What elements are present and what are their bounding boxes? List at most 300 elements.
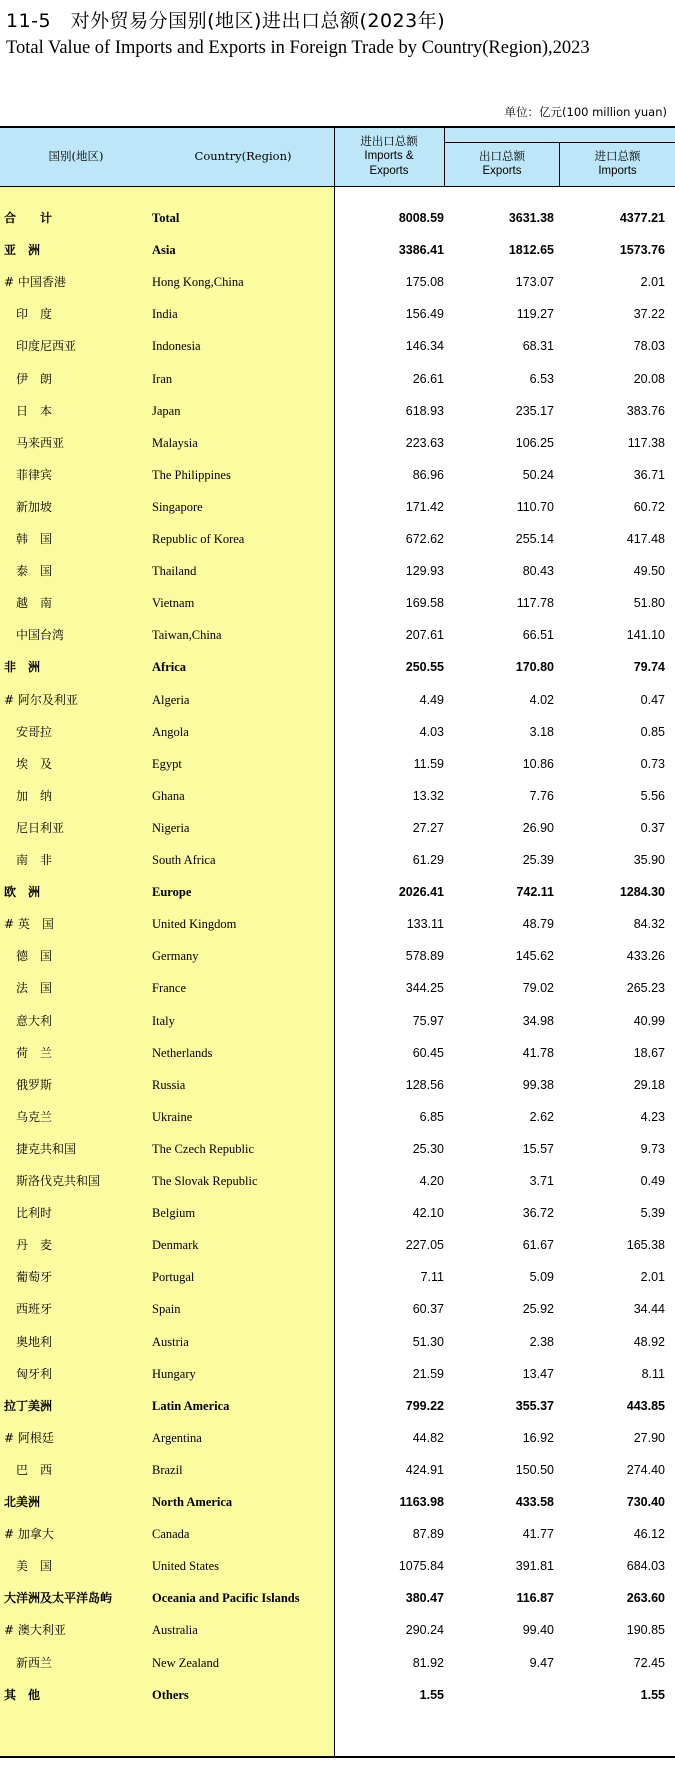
table-row	[0, 555, 675, 587]
region-name-cn: 美 国	[16, 1559, 53, 1574]
table-row	[0, 1422, 675, 1454]
imports-value: 263.60	[626, 1591, 665, 1606]
imports-value: 0.47	[640, 692, 665, 707]
total-value: 21.59	[412, 1366, 444, 1381]
table-row	[0, 972, 675, 1004]
trade-table	[0, 126, 675, 1758]
region-name-cn: 韩 国	[16, 532, 53, 546]
exports-value: 25.92	[522, 1302, 554, 1317]
total-value: 11.59	[413, 756, 444, 771]
exports-value: 41.78	[522, 1045, 554, 1060]
region-name-en: Angola	[152, 724, 189, 739]
exports-value: 3.71	[529, 1174, 554, 1188]
total-value: 290.24	[405, 1623, 444, 1638]
imports-value: 0.85	[640, 724, 665, 739]
region-name-en: Asia	[152, 243, 176, 258]
imports-value: 4377.21	[619, 211, 665, 225]
imports-value: 34.44	[633, 1302, 665, 1317]
table-row	[0, 491, 675, 523]
region-name-cn: 安哥拉	[16, 724, 53, 739]
exports-value: 255.14	[515, 532, 554, 546]
exports-value: 15.57	[522, 1141, 554, 1156]
exports-value: 1812.65	[508, 243, 554, 258]
table-row	[0, 298, 675, 330]
table-row	[0, 1614, 675, 1646]
region-name-cn: 中国台湾	[16, 628, 65, 643]
total-value: 227.05	[405, 1238, 444, 1253]
region-name-en: France	[152, 981, 187, 996]
total-value: 4.20	[419, 1174, 444, 1188]
imports-value: 60.72	[633, 499, 665, 514]
imports-value: 141.10	[626, 628, 665, 643]
region-name-en: Taiwan,China	[152, 628, 222, 643]
total-value: 4.03	[419, 724, 444, 739]
total-value: 27.27	[412, 820, 444, 835]
region-name-en: India	[152, 307, 178, 322]
total-value: 51.30	[412, 1334, 444, 1349]
total-value: 133.11	[406, 917, 444, 932]
table-row	[0, 684, 675, 716]
imports-value: 165.38	[626, 1238, 665, 1253]
exports-value: 119.27	[516, 307, 554, 322]
imports-value: 79.74	[633, 660, 665, 675]
header-region-cn: 国别(地区)	[48, 148, 104, 163]
region-name-en: Portugal	[152, 1270, 195, 1285]
table-row	[0, 587, 675, 619]
page-title-chinese: 11-5 对外贸易分国别(地区)进出口总额(2023年)	[6, 10, 446, 32]
table-row	[0, 1647, 675, 1679]
region-name-cn: 印度尼西亚	[16, 339, 77, 354]
exports-value: 68.31	[522, 339, 554, 354]
imports-value: 84.32	[633, 917, 665, 932]
imports-value: 8.11	[641, 1366, 665, 1381]
imports-value: 265.23	[626, 981, 665, 996]
total-value: 672.62	[405, 532, 444, 546]
imports-value: 117.38	[627, 435, 665, 450]
exports-value: 79.02	[522, 981, 554, 996]
imports-value: 190.85	[626, 1623, 665, 1638]
table-row	[0, 1550, 675, 1582]
total-value: 2026.41	[398, 885, 444, 900]
exports-value: 106.25	[515, 435, 554, 450]
imports-value: 48.92	[633, 1334, 665, 1349]
region-name-en: Brazil	[152, 1462, 183, 1477]
table-row	[0, 1293, 675, 1325]
total-value: 4.49	[419, 692, 444, 707]
exports-value: 61.67	[522, 1238, 554, 1253]
exports-value: 116.87	[516, 1591, 554, 1606]
total-value: 380.47	[405, 1591, 444, 1606]
total-value: 250.55	[405, 660, 444, 675]
region-name-en: United States	[152, 1559, 220, 1574]
region-name-cn: # 英 国	[4, 917, 54, 932]
imports-value: 417.48	[626, 532, 665, 546]
total-value: 61.29	[412, 853, 444, 867]
region-name-en: Netherlands	[152, 1045, 213, 1060]
table-row	[0, 202, 675, 234]
region-name-cn: # 加拿大	[4, 1527, 54, 1542]
top-rule	[0, 126, 675, 128]
region-name-en: Singapore	[152, 499, 203, 514]
header-total	[334, 126, 444, 186]
exports-value: 117.78	[516, 596, 554, 611]
region-name-cn: 斯洛伐克共和国	[16, 1174, 101, 1188]
total-value: 60.37	[412, 1302, 444, 1317]
region-name-cn: 乌克兰	[16, 1109, 53, 1124]
exports-value: 48.79	[522, 917, 554, 932]
region-name-cn: 印 度	[16, 307, 53, 322]
exports-value: 391.81	[515, 1559, 554, 1574]
exports-value: 742.11	[516, 885, 554, 900]
table-row	[0, 1229, 675, 1261]
region-name-en: Hong Kong,China	[152, 275, 244, 290]
region-name-en: Africa	[152, 660, 187, 675]
table-header	[0, 126, 675, 186]
imports-value: 51.80	[633, 596, 665, 611]
table-row	[0, 395, 675, 427]
total-value: 87.89	[412, 1527, 444, 1542]
imports-value: 9.73	[640, 1141, 665, 1156]
region-name-en: The Czech Republic	[152, 1141, 255, 1156]
region-name-cn: 南 非	[16, 853, 53, 867]
region-name-en: The Slovak Republic	[152, 1174, 258, 1188]
total-value: 344.25	[405, 981, 444, 996]
region-name-cn: 匈牙利	[16, 1366, 53, 1381]
exports-value: 3.18	[529, 724, 554, 739]
table-row	[0, 459, 675, 491]
region-name-cn: 北美洲	[4, 1495, 41, 1509]
header-exports-cn: 出口总额	[479, 149, 525, 163]
total-value: 3386.41	[398, 243, 444, 258]
header-exports	[445, 142, 559, 186]
region-name-cn: 非 洲	[4, 660, 41, 675]
exports-value: 6.53	[529, 371, 554, 386]
region-name-en: Algeria	[152, 692, 190, 707]
imports-value: 2.01	[640, 1270, 665, 1285]
header-divider-2	[559, 142, 560, 186]
region-name-cn: 加 纳	[16, 788, 53, 803]
total-value: 60.45	[412, 1045, 444, 1060]
exports-value: 235.17	[515, 403, 554, 418]
region-name-en: New Zealand	[152, 1655, 219, 1670]
exports-value: 34.98	[522, 1013, 554, 1028]
region-name-cn: 菲律宾	[16, 467, 53, 482]
total-value: 81.92	[412, 1655, 444, 1670]
table-row	[0, 1454, 675, 1486]
table-row	[0, 1486, 675, 1518]
region-name-en: Europe	[152, 885, 192, 900]
exports-value: 7.76	[529, 788, 554, 803]
region-name-en: Nigeria	[152, 820, 190, 835]
exports-value: 99.40	[522, 1623, 554, 1638]
header-imports-en: Imports	[598, 165, 637, 177]
imports-value: 35.90	[633, 853, 665, 867]
region-name-cn: 新加坡	[16, 499, 53, 514]
region-name-cn: 俄罗斯	[16, 1077, 53, 1092]
exports-value: 66.51	[522, 628, 554, 643]
region-name-en: Total	[152, 211, 180, 225]
imports-value: 72.45	[633, 1655, 665, 1670]
table-row	[0, 1358, 675, 1390]
total-value: 1075.84	[398, 1559, 444, 1574]
region-name-en: Others	[152, 1687, 189, 1702]
table-row	[0, 1133, 675, 1165]
exports-value: 150.50	[515, 1462, 554, 1477]
header-total-cn: 进出口总额	[360, 133, 418, 148]
imports-value: 5.56	[640, 788, 665, 803]
total-value: 8008.59	[398, 211, 444, 225]
table-row	[0, 363, 675, 395]
total-value: 42.10	[412, 1206, 444, 1221]
header-divider-1	[444, 126, 445, 186]
table-row	[0, 1197, 675, 1229]
total-value: 25.30	[412, 1141, 444, 1156]
region-name-cn: 马来西亚	[16, 435, 65, 450]
imports-value: 684.03	[626, 1559, 665, 1574]
region-name-cn: 丹 麦	[16, 1238, 53, 1253]
total-value: 75.97	[412, 1013, 444, 1028]
region-name-cn: 合 计	[4, 211, 53, 225]
total-value: 175.08	[405, 275, 444, 290]
region-name-cn: 大洋洲及太平洋岛屿	[4, 1591, 113, 1606]
table-row	[0, 330, 675, 362]
table-row	[0, 1390, 675, 1422]
table-row	[0, 234, 675, 266]
region-name-en: Hungary	[152, 1366, 196, 1381]
exports-value: 3631.38	[508, 211, 554, 225]
total-value: 618.93	[405, 403, 444, 418]
exports-value: 4.02	[529, 692, 554, 707]
region-name-en: United Kingdom	[152, 917, 237, 932]
region-name-cn: # 中国香港	[4, 275, 66, 290]
exports-value: 433.58	[515, 1495, 554, 1509]
region-name-en: Iran	[152, 371, 173, 386]
region-name-cn: 捷克共和国	[16, 1141, 77, 1156]
header-bottom-rule	[0, 186, 675, 187]
imports-value: 730.40	[626, 1495, 665, 1509]
exports-value: 2.62	[529, 1109, 554, 1124]
region-name-en: Ukraine	[152, 1109, 193, 1124]
exports-value: 25.39	[522, 853, 554, 867]
table-row	[0, 1518, 675, 1550]
exports-value: 145.62	[515, 949, 554, 964]
region-name-cn: 巴 西	[16, 1462, 53, 1477]
region-name-cn: 比利时	[16, 1206, 53, 1221]
table-row	[0, 876, 675, 908]
total-value: 424.91	[405, 1462, 444, 1477]
region-name-cn: 西班牙	[16, 1302, 53, 1317]
table-row	[0, 651, 675, 683]
table-row	[0, 266, 675, 298]
header-total-en: Imports & Exports	[364, 149, 414, 177]
region-name-cn: 越 南	[16, 596, 53, 611]
table-row	[0, 1582, 675, 1614]
imports-value: 27.90	[633, 1430, 665, 1445]
region-name-en: Ghana	[152, 788, 185, 803]
imports-value: 0.73	[640, 756, 665, 771]
region-name-en: Russia	[152, 1077, 186, 1092]
exports-value: 355.37	[515, 1398, 554, 1413]
region-name-en: South Africa	[152, 853, 216, 867]
region-name-cn: # 澳大利亚	[4, 1623, 66, 1638]
total-value: 129.93	[405, 564, 444, 579]
total-value: 1.55	[419, 1687, 444, 1702]
region-name-cn: 荷 兰	[16, 1045, 53, 1060]
exports-value: 9.47	[529, 1655, 554, 1670]
region-name-en: Malaysia	[152, 435, 198, 450]
exports-value: 50.24	[522, 467, 554, 482]
region-name-en: Oceania and Pacific Islands	[152, 1591, 300, 1606]
region-name-cn: 新西兰	[16, 1655, 53, 1670]
exports-value: 26.90	[522, 820, 554, 835]
exports-value: 16.92	[522, 1430, 554, 1445]
table-row	[0, 523, 675, 555]
imports-value: 18.67	[633, 1045, 665, 1060]
region-name-en: Argentina	[152, 1430, 202, 1445]
imports-value: 37.22	[633, 307, 665, 322]
region-name-cn: # 阿根廷	[4, 1430, 54, 1445]
imports-value: 49.50	[633, 564, 665, 579]
header-imports-cn: 进口总额	[594, 149, 641, 163]
total-value: 207.61	[405, 628, 444, 643]
exports-value: 13.47	[522, 1366, 554, 1381]
exports-value: 170.80	[515, 660, 554, 675]
exports-value: 10.86	[522, 756, 554, 771]
imports-value: 2.01	[640, 275, 665, 290]
region-name-cn: 亚 洲	[4, 243, 41, 258]
exports-value: 36.72	[522, 1206, 554, 1221]
table-row	[0, 1261, 675, 1293]
table-row	[0, 812, 675, 844]
exports-value: 80.43	[522, 564, 554, 579]
total-value: 86.96	[412, 467, 444, 482]
header-imports	[560, 142, 675, 186]
table-row	[0, 619, 675, 651]
imports-value: 0.37	[640, 820, 665, 835]
total-value: 7.11	[420, 1270, 444, 1285]
exports-value: 173.07	[515, 275, 554, 290]
total-value: 44.82	[412, 1430, 444, 1445]
table-row	[0, 908, 675, 940]
region-name-en: Latin America	[152, 1398, 230, 1413]
imports-value: 40.99	[633, 1013, 665, 1028]
imports-value: 36.71	[633, 467, 665, 482]
bottom-rule	[0, 1756, 675, 1758]
region-name-en: Italy	[152, 1013, 175, 1028]
total-value: 578.89	[405, 949, 444, 964]
table-row	[0, 716, 675, 748]
table-row	[0, 780, 675, 812]
region-name-cn: 葡萄牙	[16, 1270, 53, 1285]
total-value: 156.49	[405, 307, 444, 322]
region-name-cn: 埃 及	[16, 756, 53, 771]
region-name-cn: 欧 洲	[4, 885, 41, 900]
table-row	[0, 427, 675, 459]
region-name-cn: 伊 朗	[16, 371, 53, 386]
region-name-cn: 奥地利	[16, 1334, 53, 1349]
exports-value: 2.38	[529, 1334, 554, 1349]
table-row	[0, 940, 675, 972]
region-name-en: Belgium	[152, 1206, 196, 1221]
table-row	[0, 1037, 675, 1069]
region-name-en: Austria	[152, 1334, 189, 1349]
region-name-cn: 德 国	[16, 949, 53, 964]
header-region-en: Country(Region)	[194, 148, 292, 163]
region-name-cn: 日 本	[16, 403, 53, 418]
table-row	[0, 1165, 675, 1197]
region-name-en: Thailand	[152, 564, 197, 579]
total-value: 799.22	[405, 1398, 444, 1413]
region-name-en: The Philippines	[152, 467, 231, 482]
exports-value: 110.70	[516, 499, 554, 514]
region-name-en: North America	[152, 1495, 233, 1509]
imports-value: 5.39	[640, 1206, 665, 1221]
region-name-en: Indonesia	[152, 339, 201, 354]
imports-value: 443.85	[626, 1398, 665, 1413]
table-row	[0, 1005, 675, 1037]
table-row	[0, 1679, 675, 1711]
imports-value: 1284.30	[619, 885, 665, 900]
total-value: 146.34	[405, 339, 444, 354]
imports-value: 20.08	[633, 371, 665, 386]
total-value: 26.61	[412, 371, 444, 386]
region-name-en: Vietnam	[152, 596, 195, 611]
total-value: 6.85	[419, 1109, 444, 1124]
imports-value: 29.18	[633, 1077, 665, 1092]
table-row	[0, 844, 675, 876]
region-name-en: Japan	[152, 403, 181, 418]
region-name-en: Australia	[152, 1623, 198, 1638]
region-name-en: Republic of Korea	[152, 532, 245, 546]
imports-value: 0.49	[640, 1174, 665, 1188]
imports-value: 1573.76	[619, 243, 665, 258]
region-name-cn: 其 他	[4, 1687, 41, 1702]
region-name-en: Germany	[152, 949, 199, 964]
header-exports-en: Exports	[482, 165, 522, 177]
imports-value: 433.26	[626, 949, 665, 964]
total-value: 13.32	[412, 788, 444, 803]
page-title-english: Total Value of Imports and Exports in Foreign Trade by Country(Region),2023	[6, 38, 590, 58]
region-name-cn: 尼日利亚	[16, 820, 65, 835]
table-row	[0, 748, 675, 780]
imports-value: 4.23	[640, 1109, 665, 1124]
imports-value: 383.76	[626, 403, 665, 418]
region-name-en: Denmark	[152, 1238, 199, 1253]
region-name-en: Spain	[152, 1302, 181, 1317]
table-row	[0, 1069, 675, 1101]
imports-value: 46.12	[633, 1527, 665, 1542]
table-row	[0, 1326, 675, 1358]
exports-value: 99.38	[522, 1077, 554, 1092]
imports-value: 78.03	[633, 339, 665, 354]
total-value: 1163.98	[399, 1495, 444, 1509]
total-value: 128.56	[405, 1077, 444, 1092]
imports-value: 274.40	[626, 1462, 665, 1477]
region-name-en: Egypt	[152, 756, 182, 771]
region-name-cn: 拉丁美洲	[4, 1398, 53, 1413]
exports-value: 41.77	[522, 1527, 554, 1542]
region-name-cn: 泰 国	[16, 564, 53, 579]
region-name-cn: 意大利	[16, 1013, 53, 1028]
table-row	[0, 1101, 675, 1133]
exports-value: 5.09	[529, 1270, 554, 1285]
total-value: 223.63	[405, 435, 444, 450]
region-name-cn: 法 国	[16, 981, 53, 996]
region-name-en: Canada	[152, 1527, 190, 1542]
region-name-cn: # 阿尔及利亚	[4, 692, 78, 707]
total-value: 171.42	[405, 499, 444, 514]
imports-value: 1.55	[640, 1687, 665, 1702]
